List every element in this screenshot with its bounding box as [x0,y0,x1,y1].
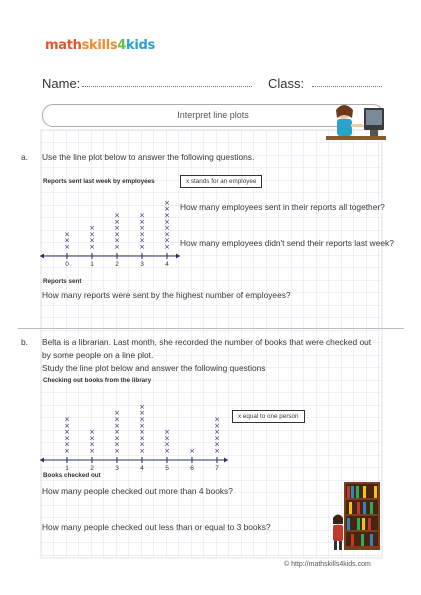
x-marker: × [214,428,220,437]
x-marker: × [89,224,95,233]
tick-label: 2 [115,261,119,268]
line-plot-b [38,382,238,474]
x-marker: × [114,236,120,245]
x-marker: × [64,421,70,430]
x-marker: × [164,211,170,220]
question-a-1: How many employees sent in their reports all together? [180,202,385,212]
x-marker: × [164,428,170,437]
x-marker: × [64,243,70,251]
x-marker: × [64,415,70,424]
x-marker: × [139,211,145,220]
x-marker: × [64,230,70,239]
x-marker: × [114,224,120,233]
x-marker: × [139,421,145,430]
tick-label: 3 [140,261,144,268]
section-b-instruction-2: by some people on a line plot. [42,350,154,360]
tick-label: 4 [140,465,144,472]
x-marker: × [164,447,170,455]
tick-label: 6 [190,465,194,472]
name-field-line[interactable] [82,86,252,87]
x-marker: × [214,421,220,430]
x-marker: × [214,447,220,455]
class-label: Class: [268,76,305,91]
axis-right-arrow [176,254,180,259]
x-marker: × [139,409,145,418]
x-marker: × [89,447,95,455]
plot-b-legend: x equal to one person [232,410,305,423]
section-a-letter: a. [21,152,28,162]
section-b-instruction-3: Study the line plot below and answer the following questions [42,363,266,373]
x-marker: × [139,230,145,239]
logo-kids-text: kids [126,38,155,53]
x-marker: × [114,434,120,443]
x-marker: × [164,224,170,233]
x-marker: × [164,440,170,449]
question-a-2: How many employees didn't send their reports last week? [180,238,394,248]
axis-right-arrow [224,458,228,463]
x-marker: × [89,243,95,251]
tick-label: 1 [65,465,69,472]
x-marker: × [139,440,145,449]
axis-left-arrow [40,458,44,463]
x-marker: × [64,428,70,437]
question-b-1: How many people checked out more than 4 books? [42,486,233,496]
logo-maths-text: math [45,38,82,53]
x-marker: × [64,440,70,449]
x-marker: × [139,415,145,424]
x-marker: × [89,236,95,245]
plot-a-xlabel: Reports sent [43,278,82,285]
x-marker: × [114,415,120,424]
x-marker: × [114,447,120,455]
x-marker: × [164,434,170,443]
x-marker: × [214,415,220,424]
logo-four-text: 4 [117,38,127,53]
tick-label: 7 [215,465,219,472]
x-marker: × [164,205,170,214]
plot-b-xlabel: Books checked out [43,472,101,479]
teacher-at-computer-icon [326,98,386,148]
x-marker: × [164,217,170,226]
class-field-line[interactable] [312,86,382,87]
section-a-instruction: Use the line plot below to answer the following questions. [42,152,255,162]
x-marker: × [114,428,120,437]
x-marker: × [64,236,70,245]
question-a-3: How many reports were sent by the highest number of employees? [42,290,291,300]
plot-a-legend: x stands for an employee [180,175,262,188]
x-marker: × [189,447,195,455]
x-marker: × [89,440,95,449]
x-marker: × [164,236,170,245]
section-divider [18,328,404,329]
x-marker: × [139,217,145,226]
question-b-2: How many people checked out less than or equal to 3 books? [42,522,271,532]
x-marker: × [89,434,95,443]
x-marker: × [164,198,170,207]
tick-label: 5 [165,465,169,472]
name-label: Name: [42,76,81,91]
section-b-letter: b. [21,337,28,347]
x-marker: × [214,440,220,449]
logo-skills-text: skills [81,38,118,53]
tick-label: 1 [90,261,94,268]
x-marker: × [139,243,145,251]
x-marker: × [64,447,70,455]
tick-label: 4 [165,261,169,268]
plot-b-title: Checking out books from the library [43,377,152,384]
x-marker: × [139,428,145,437]
x-marker: × [64,434,70,443]
tick-label: 2 [90,465,94,472]
tick-label: 3 [115,465,119,472]
x-marker: × [114,421,120,430]
x-marker: × [139,447,145,455]
x-marker: × [114,230,120,239]
section-b-instruction-1: Belta is a librarian. Last month, she recorded the number of books that were checked out [42,337,372,347]
x-marker: × [139,224,145,233]
axis-left-arrow [40,254,44,259]
x-marker: × [114,440,120,449]
x-marker: × [114,409,120,418]
plot-a-title: Reports sent last week by employees [43,178,155,185]
x-marker: × [139,434,145,443]
x-marker: × [114,243,120,251]
x-marker: × [139,402,145,411]
line-plot-a [38,182,188,278]
x-marker: × [139,236,145,245]
x-marker: × [114,217,120,226]
x-marker: × [114,211,120,220]
x-marker: × [89,230,95,239]
x-marker: × [89,428,95,437]
worksheet-title: Interpret line plots [42,104,384,127]
librarian-bookshelf-icon [330,480,382,552]
x-marker: × [164,243,170,251]
x-marker: × [214,434,220,443]
footer-url: © http://mathskills4kids.com [284,561,371,568]
site-logo [45,38,155,53]
x-marker: × [164,230,170,239]
tick-label: 0 [65,261,69,268]
